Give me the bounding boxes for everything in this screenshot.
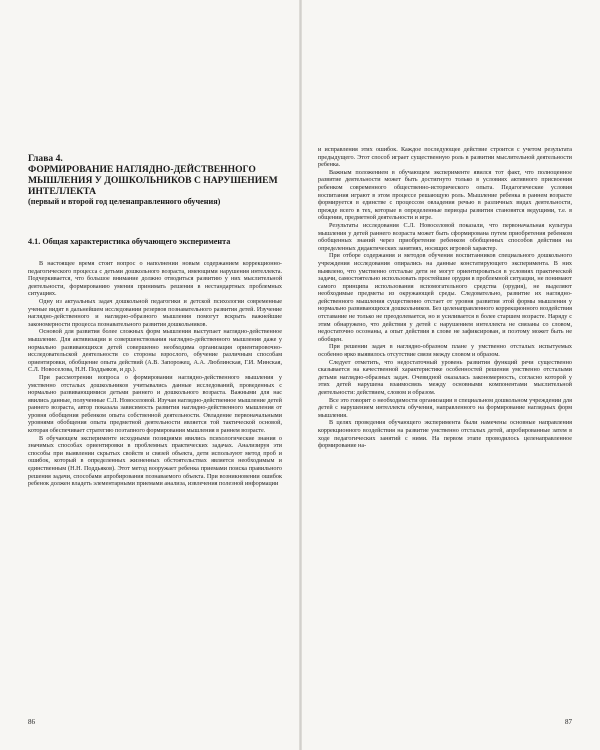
page-number: 86	[28, 718, 35, 726]
paragraph: При решении задач в наглядно-образном плане у умственно отсталых испытуемых особенно ярко выявилось отсутствие связи между словом и образом.	[318, 343, 572, 359]
paragraph: Следует отметить, что недостаточный уровень развития функций речи существенно сказывается на качественной характеристике особенностей решения умственно отсталыми детьми наглядно-образных задач. Очевидной оказалась закономерность, согласно которой у этих детей нарушена взаимосвязь между основными компонентами мыслительной деятельности: действием, словом и образом.	[318, 358, 572, 396]
chapter-subtitle: (первый и второй год целенаправленного обучения)	[28, 197, 221, 206]
paragraph: и исправления этих ошибок. Каждое последующее действие строится с учетом результата предыдущего. Этот способ играет существенную роль в развитии мыслительной деятельности ребенка.	[318, 146, 572, 169]
chapter-label: Глава 4.	[28, 153, 63, 164]
paragraph: Важным положением в обучающем эксперименте явился тот факт, что полноценное развитие деятельности может быть достигнуто только в условиях активного присвоения ребенком современного общественно-исторического опыта. Педагогические условия воспитания играют в этом процессе решающую роль. Мышление ребенка в раннем возрасте формируется в единстве с процессом овладения речью в различных видах деятельности, прежде всего в тех, которые в определенные периоды развития становятся ведущими, т.е. в общении, предметной деятельности и игре.	[318, 168, 572, 222]
section-title: 4.1. Общая характеристика обучающего эксперимента	[28, 237, 231, 246]
paragraph: В настоящее время стоит вопрос о наполнении новым содержанием коррекционно-педагогического процесса с детьми дошкольного возраста, имеющими нарушения интеллекта. Подчеркивается, что большое внимание должно отводиться развитию у них мыслительной деятельности, формированию умения принимать решения в нестандартных проблемных ситуациях.	[28, 260, 282, 298]
chapter-heading	[28, 153, 286, 207]
paragraph: При рассмотрении вопроса о формировании наглядно-действенного мышления у умственно отсталых дошкольников учитывались данные исследований, проведенных с нормально развивающимися детьми раннего и дошкольного возраста. Важными для нас явились данные, полученные С.Л. Новоселовой. Изучая наглядно-действенное мышление детей раннего возраста, автор показала зависимость развития наглядно-действенного мышления от уровня обобщения ребенком опыта собственной деятельности. Овладение первоначальными уровнями обобщения опыта предметной деятельности является той тактической основой, которая обеспечивает стратегию поэтапного формирования мышления в раннем возрасте.	[28, 373, 282, 435]
paragraph: Результаты исследования С.Л. Новоселовой показали, что первоначальная культура мышления у детей раннего возраста может быть сформирована путем приобретения ребенком обобщенных знаний через приобретение ребенком обобщенных способов действия на определенных дидактических занятиях, носящих игровой характер.	[318, 221, 572, 252]
paragraph: В обучающем эксперименте исходными позициями явились психологические знания о значимых способах ориентировки в проблемных практических задачах. Анализируя эти способы при выявлении скрытых свойств и связей объекта, дети используют метод проб и ошибок, который в определенных жизненных обстоятельствах является необходимым и единственным (Н.Н. Поддьяков). Этот метод вооружает ребенка приемами поиска правильного решения задачи, способами апробирования познаваемого объекта. При возникновении ошибок ребенок должен владеть элементарными приемами анализа, извлечения полезной информации	[28, 434, 282, 488]
right-body-text	[318, 146, 572, 718]
chapter-title: ФОРМИРОВАНИЕ НАГЛЯДНО-ДЕЙСТВЕННОГО МЫШЛЕНИЯ У ДОШКОЛЬНИКОВ С НАРУШЕНИЕМ ИНТЕЛЛЕКТА	[28, 164, 278, 197]
paragraph: Одну из актуальных задач дошкольной педагогики и детской психологии современные ученые видят в дальнейшем исследовании резервов познавательного развития детей. Изучение наглядно-действенного и наглядно-образного мышления помогут вскрыть важнейшие закономерности процесса познавательного развития дошкольников.	[28, 297, 282, 328]
page-number: 87	[565, 718, 572, 726]
paragraph: Все это говорит о необходимости организации в специальном дошкольном учреждении для детей с нарушением интеллекта обучения, направленного на формирование наглядных форм мышления.	[318, 396, 572, 419]
right-page	[300, 0, 600, 750]
paragraph: При отборе содержания и методов обучения воспитанников специального дошкольного учреждения исследования опирались на данные констатирующего эксперимента. В них выявлено, что умственно отсталые дети не могут ориентироваться в условиях практической задачи, самостоятельно использовать простейшие орудия в проблемной ситуации, не понимают самого принципа использования вспомогательного средства (орудия), не выделяют необходимые предметы из окружающей среды. Следовательно, развитие их наглядно-действенного мышления существенно отстает от уровня развития этой формы мышления у нормально развивающихся дошкольников. Без целенаправленного коррекционного воздействия отставание не только не преодолевается, но и усиливается в более старшем возрасте. Наряду с этим обнаружено, что действия у детей с нарушением интеллекта не связаны со словом, недостаточно осознаны, а опыт действия в слове не зафиксирован, и поэтому может быть не обобщен.	[318, 252, 572, 343]
paragraph: В целях проведения обучающего эксперимента были намечены основные направления коррекционного воздействия на развитие умственно отсталых детей, апробированные затем в ходе педагогических занятий с ними. На первом этапе проводилось целенаправленное формирование на-	[318, 419, 572, 450]
left-body-text	[28, 260, 282, 717]
paragraph: Основой для развития более сложных форм мышления выступает наглядно-действенное мышление. Для активизации и совершенствования наглядно-действенного мышления даже у нормально развивающихся детей совершенно необходима организация ориентировочно-исследовательской деятельности со стороны взрослого, обучение различным способам ориентировки, обобщение опыта действий (А.В. Запорожец, А.А. Люблинская, Г.И. Минская, С.Л. Новоселова, Н.Н. Поддьяков, и др.).	[28, 328, 282, 374]
